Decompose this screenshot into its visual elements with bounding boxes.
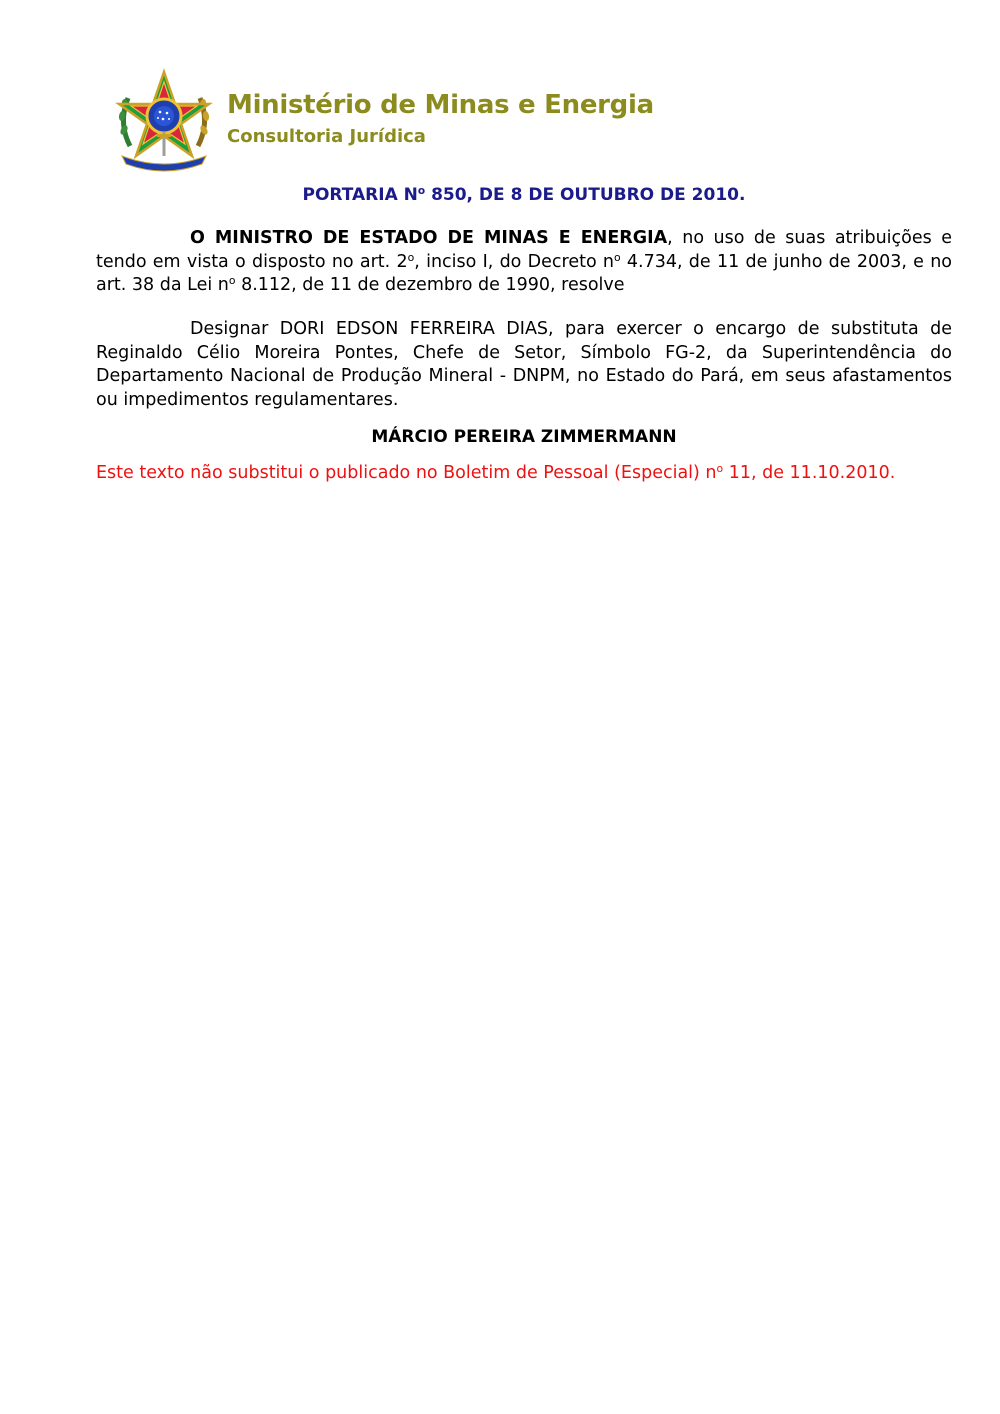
title-suffix: 850, DE 8 DE OUTUBRO DE 2010.: [425, 185, 746, 205]
disclaimer-text-a: Este texto não substitui o publicado no Boletim de Pessoal (Especial) n: [96, 463, 717, 483]
preamble-text-d: 8.112, de 11 de dezembro de 1990, resolve: [235, 275, 625, 295]
signature: MÁRCIO PEREIRA ZIMMERMANN: [371, 427, 677, 447]
preamble-paragraph: [96, 227, 952, 298]
ministry-name: Ministério de Minas e Energia: [227, 90, 654, 120]
ordinal-1: o: [407, 250, 415, 264]
department-name: Consultoria Jurídica: [227, 126, 426, 147]
preamble-text-a: , no uso de suas atribuições e tendo em vista o disposto no art. 2: [96, 228, 953, 272]
title-prefix: PORTARIA N: [302, 185, 418, 205]
disclaimer-text-b: 11, de 11.10.2010.: [723, 463, 896, 483]
coat-of-arms-icon: [112, 68, 216, 172]
ordinal-3: o: [228, 274, 236, 288]
disclaimer: [96, 463, 895, 483]
document-title: [0, 185, 1000, 205]
preamble-text-b: , inciso I, do Decreto n: [414, 251, 614, 272]
preamble-text-c: 4.734, de 11 de junho de 2003, e no art. 38 da Lei n: [96, 251, 952, 295]
disclaimer-ordinal: o: [716, 462, 724, 476]
title-ordinal: o: [417, 185, 426, 198]
letterhead: [112, 68, 712, 172]
preamble-lead: O MINISTRO DE ESTADO DE MINAS E ENERGIA: [190, 228, 668, 248]
ordinal-2: o: [614, 250, 621, 264]
designation-paragraph: Designar DORI EDSON FERREIRA DIAS, para exercer o encargo de substituta de Reginaldo Célio Moreira Pontes, Chefe de Setor, Símbolo FG-2, da Superintendência do Departamento Nacional de Produção Mineral - DNPM, no Estado do Pará, em seus afastamentos ou impedimentos regulamentares.: [96, 319, 952, 410]
